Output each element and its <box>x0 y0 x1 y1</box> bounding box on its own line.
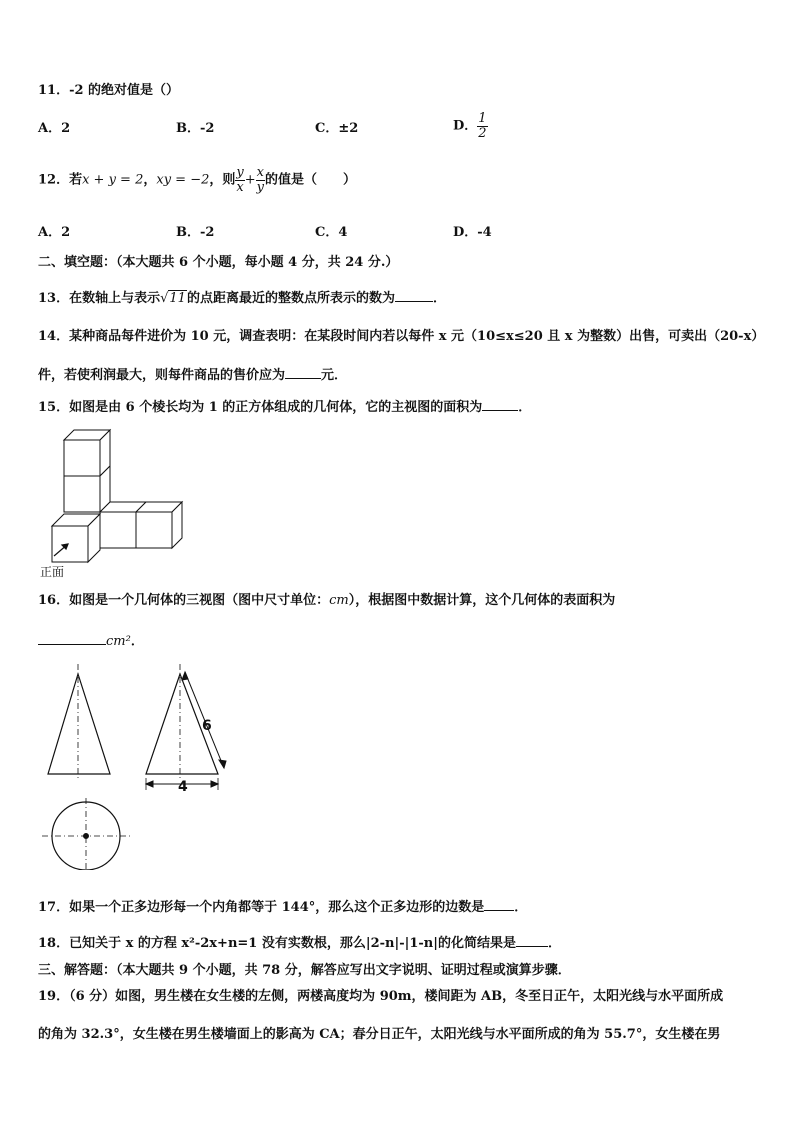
section-2-heading: 二、填空题：（本大题共 6 个小题，每小题 4 分，共 24 分.） <box>38 255 399 270</box>
base-length-label: 4 <box>178 779 188 795</box>
q14-answer-blank <box>285 364 321 379</box>
q16-stem-prefix: 16．如图是一个几何体的三视图（图中尺寸单位： <box>38 593 330 608</box>
q12-equation-1: x + y = 2 <box>82 172 144 188</box>
q12-suffix: 的值是（ ） <box>265 172 357 188</box>
fraction-numerator: y <box>236 165 244 180</box>
q18-stem-text: 18．已知关于 x 的方程 x²-2x+n=1 没有实数根，那么|2-n|-|1-n|的化简结果是 <box>38 936 516 951</box>
q17-stem <box>38 896 527 917</box>
fraction-numerator: x <box>256 165 264 180</box>
q12-fraction-1 <box>235 166 244 195</box>
q11-option-d-fraction <box>477 112 487 141</box>
cube-top <box>64 430 110 476</box>
side-view-triangle <box>146 664 226 790</box>
slant-length-label: 6 <box>202 718 212 734</box>
q14-line-2-prefix: 件，若使利润最大，则每件商品的售价应为 <box>38 368 286 383</box>
fraction-numerator: 1 <box>478 111 487 126</box>
q13-sqrt: √11 <box>160 291 186 306</box>
q12-equation-2: xy = −2 <box>156 172 210 188</box>
q16-answer-line <box>38 630 144 651</box>
q14-line-1: 14．某种商品每件进价为 10 元，调查表明：在某段时间内若以每件 x 元（10≤x≤20 且 x 为整数）出售，可卖出（20-x） <box>38 329 765 344</box>
q12-separator: ， <box>143 172 157 188</box>
q15-stem-text: 15．如图是由 6 个棱长均为 1 的正方体组成的几何体，它的主视图的面积为 <box>38 400 483 415</box>
q11-option-c: C．±2 <box>315 121 359 136</box>
q16-answer-blank <box>38 630 106 645</box>
fraction-denominator: x <box>236 180 244 195</box>
section-3-heading: 三、解答题：（本大题共 9 个小题，共 78 分，解答应写出文字说明、证明过程或演算步骤． <box>38 963 571 978</box>
q17-end: ． <box>514 900 528 915</box>
q15-figure-label: 正面 <box>40 565 65 579</box>
q17-stem-text: 17．如果一个正多边形每一个内角都等于 144°，那么这个正多边形的边数是 <box>38 900 485 915</box>
cube-front <box>52 514 100 562</box>
q12-prefix: 12．若 <box>38 172 83 188</box>
q13-end: ． <box>432 291 446 306</box>
q15-stem <box>38 396 531 417</box>
fraction-denominator: y <box>256 180 264 195</box>
q12-fraction-2 <box>256 166 265 195</box>
q18-answer-blank <box>516 932 548 947</box>
top-view-circle <box>42 798 130 870</box>
q14-line-2-suffix: 元． <box>321 368 348 383</box>
q12-option-b: B．-2 <box>176 225 215 240</box>
q12-option-a: A．2 <box>38 225 71 240</box>
q12-option-d: D．-4 <box>453 225 492 240</box>
q15-cubes-figure <box>38 422 198 582</box>
q11-option-d <box>453 112 488 141</box>
q13-prefix: 13．在数轴上与表示 <box>38 291 161 306</box>
q12-then: ，则 <box>209 172 236 188</box>
q12-stem <box>38 166 356 195</box>
q13-radicand: 11 <box>169 291 186 306</box>
q15-answer-blank <box>482 396 518 411</box>
q13-answer-blank <box>395 287 433 302</box>
q11-option-a: A．2 <box>38 121 71 136</box>
q11-stem: 11．-2 的绝对值是（） <box>38 83 180 98</box>
q12-option-c: C．4 <box>315 225 348 240</box>
q13-suffix: 的点距离最近的整数点所表示的数为 <box>186 291 395 306</box>
q17-answer-blank <box>484 896 514 911</box>
front-view-triangle <box>48 664 110 780</box>
q12-plus: + <box>244 172 256 188</box>
cube-right-2 <box>136 502 182 548</box>
q15-end: ． <box>518 400 532 415</box>
q16-three-views-figure <box>36 660 246 870</box>
q11-option-d-label: D． <box>453 118 478 134</box>
fraction-denominator: 2 <box>478 126 487 141</box>
q18-end: ． <box>547 936 561 951</box>
q18-stem <box>38 932 561 953</box>
q11-option-b: B．-2 <box>176 121 215 136</box>
q19-line-2: 的角为 32.3°，女生楼在男生楼墙面上的影高为 CA；春分日正午，太阳光线与水平面所成的角为 55.7°，女生楼在男 <box>38 1027 721 1042</box>
q16-stem <box>38 592 615 610</box>
q13-stem <box>38 287 446 308</box>
q16-unit: cm <box>329 593 349 608</box>
q19-line-1: 19．（6 分）如图，男生楼在女生楼的左侧，两楼高度均为 90m，楼间距为 AB，冬至日正午，太阳光线与水平面所成 <box>38 989 724 1004</box>
q16-answer-end: ． <box>130 634 144 649</box>
q16-answer-unit: cm² <box>106 634 131 649</box>
q16-stem-suffix: ），根据图中数据计算，这个几何体的表面积为 <box>348 593 616 608</box>
q14-line-2 <box>38 364 347 385</box>
